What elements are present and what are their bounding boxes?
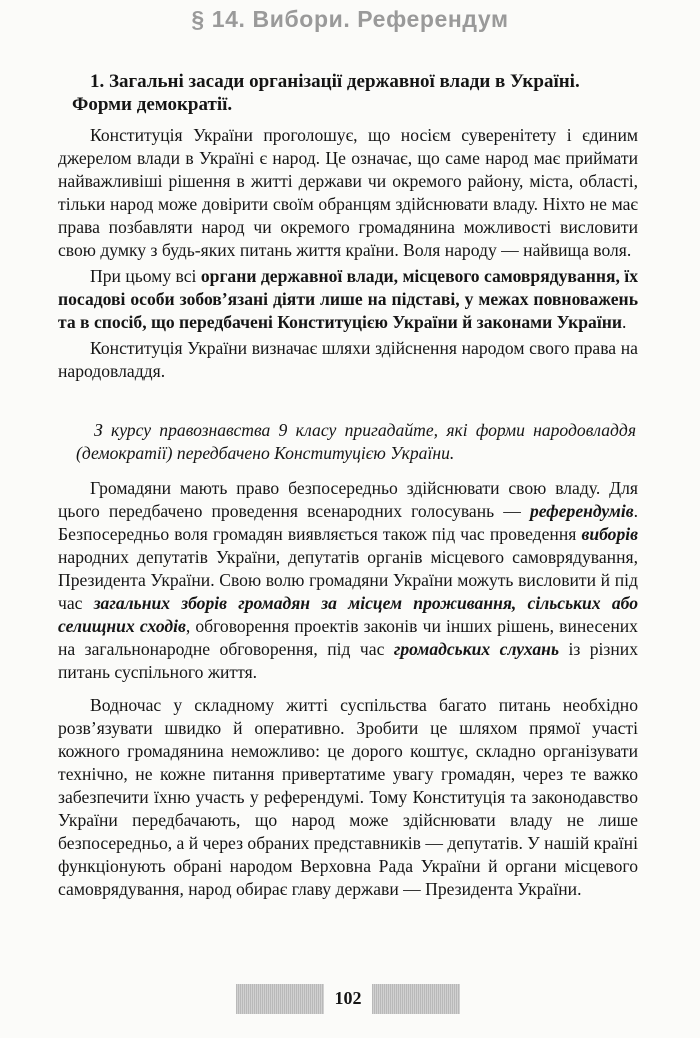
authorities-tail: . [622,312,627,332]
direct-text-4: , обговорення проектів законів чи інших рішень, винесених на загальнонародне обговорення, під час [58,616,638,659]
paragraph-authorities [58,265,638,334]
section-title: § 14. Вибори. Референдум [191,6,509,32]
paragraph-ways: Конституція України визначає шляхи здійснення народом свого права на народовладдя. [58,338,638,381]
term-public-hearings: громадських слухань [393,639,559,659]
term-elections: виборів [581,524,638,544]
footer-bar-left [236,984,324,1014]
direct-text-3: народних депутатів України, депутатів органів місцевого самоврядування, Президента України. Свою волю громадяни України можуть висловити й під час [58,547,638,613]
paragraph-representative-democracy: Водночас у складному житті суспільства багато питань необхідно розв’язувати швидко й оперативно. Зробити це шляхом прямої участі кожного громадянина неможливо: це дорого коштує, складно організувати технічно, не кожне питання привертатиме увагу громадян, через те важко забезпечити їхню участь у референдумі. Тому Конституція та законодавство України передбачають, що народ може здійснювати владу не лише безпосередньо, а й через обраних представників — депутатів. У нашій країні функціонують обрані народом Верховна Рада України й органи місцевого самоврядування, народ обирає главу держави — Президента України. [58,695,638,899]
authorities-lead: При цьому всі [90,266,201,286]
paragraph-direct-democracy [58,477,638,684]
task-prompt: З курсу правознавства 9 класу пригадайте, які форми народовладдя (демократії) передбачено Конституцією України. [76,420,636,463]
term-referendums: референдумів [529,501,634,521]
term-general-meetings: загальних зборів громадян за місцем проживання, сільських або селищних сходів [58,593,638,636]
page-number: 102 [334,988,362,1008]
page-footer [0,978,700,1020]
intro-block [58,124,638,383]
direct-text-2: . Безпосередньо воля громадян виявляється також під час проведення [58,501,638,544]
subsection-title: 1. Загальні засади організації державної влади в Україні. Форми демократії. [72,71,580,115]
main-block [58,477,638,901]
direct-text-1: Громадяни мають право безпосередньо здійснювати свою владу. Для цього передбачено проведення всенародних голосувань — [58,478,638,521]
authorities-bold: органи державної влади, місцевого самоврядування, їх посадові особи зобов’язані діяти лише на підставі, у межах повноважень та в спосіб, що передбачені Конституцією України й законами України [58,266,638,332]
footer-bar-right [372,984,460,1014]
direct-text-5: із різних питань суспільного життя. [58,639,638,682]
paragraph-sovereignty: Конституція України проголошує, що носієм суверенітету і єдиним джерелом влади в Україні є народ. Це означає, що саме народ має приймати найважливіші рішення в житті держави чи окремого району, міста, області, тільки народ може довірити своїм обранцям здійснювати владу. Ніхто не має права позбавляти народ чи окремого громадянина можливості висловити свою думку з будь-яких питань життя країни. Воля народу — найвища воля. [58,125,638,260]
